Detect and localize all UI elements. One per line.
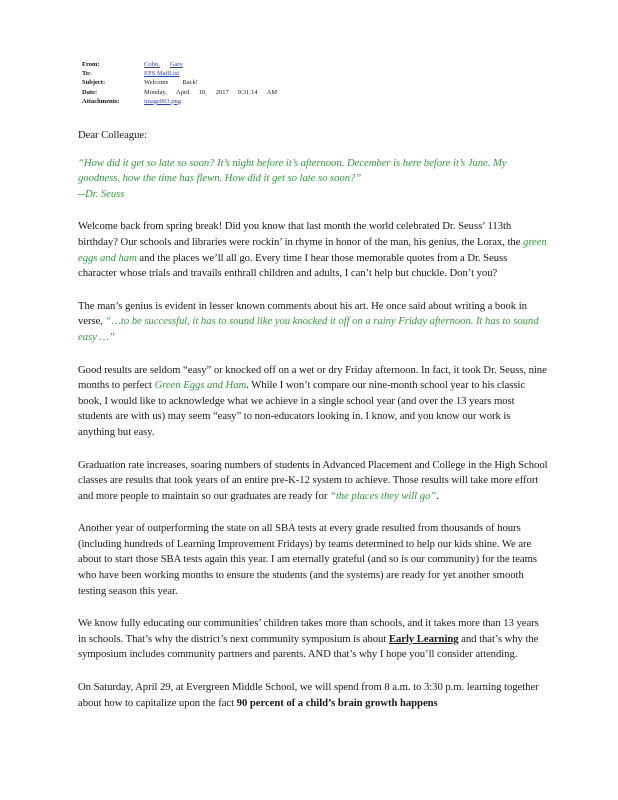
paragraph-results (78, 363, 548, 441)
to-row (82, 69, 342, 78)
subject-label: Subject: (82, 79, 106, 87)
attachments-row (82, 97, 342, 106)
p1-text-b: and the places we’ll all go. Every time I hear those memorable quotes from a Dr. Seuss character whose trials and travails enthrall children and adults, I can’t help but chuckle. Don’t you? (78, 251, 508, 280)
p7-bold-fact: 90 percent of a child’s brain growth happens (236, 696, 438, 709)
date-row (82, 88, 342, 97)
p3-text-a: Good results are seldom “easy” or knocked off on a wet or dry Friday afternoon. In fact, it took Dr. Seuss, nine months to perfect (78, 363, 547, 392)
p3-green-title: Green Eggs and Ham (154, 379, 247, 392)
p4-green-quote: “the places they will go” (329, 489, 437, 502)
paragraph-sba-tests: Another year of outperforming the state on all SBA tests at every grade resulted from thousands of hours (including hundreds of Learning Improvement Fridays) by teams determined to help our kids shine. We are about to start those SBA tests again this year. I am eternally grateful (and so is our community) for the teams who have been working months to ensure the students (and the systems) are ready for yet another smooth testing season this year. (78, 522, 537, 597)
subject-word-1: Welcome (144, 79, 169, 87)
salutation: Dear Colleague: (78, 129, 147, 141)
date-label: Date: (82, 88, 98, 96)
quote-attribution: --Dr. Seuss (78, 187, 125, 200)
p1-green-text: green eggs and ham (78, 235, 547, 264)
seuss-quote (78, 156, 548, 203)
attachments-label: Attachments: (82, 97, 120, 105)
paragraph-symposium (78, 616, 548, 663)
date-year: 2017 (215, 88, 229, 96)
to-link[interactable]: EPS MailList (144, 70, 180, 78)
p2-text-a: The man’s genius is evident in lesser known comments about his art. He once said about writing a book in verse, (78, 299, 527, 328)
p3-text-b: . While I won’t compare our nine-month school year to his classic book, I would like to acknowledge what we achieve in a single school year (and over the 13 years most students are with us) may seem “easy” to non-educators looking in. I know, and you know our work is anything but easy. (78, 379, 526, 438)
p2-green-quote: “…to be successful, it has to sound like you knocked it off on a rainy Friday afternoon. It has to sound easy …” (78, 315, 539, 343)
from-last-name: Gary (169, 61, 183, 68)
date-num: 10, (198, 88, 207, 96)
p6-text-a: We know fully educating our communities’ children takes more than schools, and it takes more than 13 years in schools. That’s why the district’s next community symposium is about (78, 617, 539, 645)
paragraph-genius (78, 299, 548, 346)
p6-early-learning: Early Learning (388, 632, 459, 645)
quote-text: “How did it get so late so soon? It’s night before it’s afternoon. December is here before it’s June. My goodness, how the time has flewn. How did it get so late so soon?” (78, 156, 507, 185)
p7-text-a: On Saturday, April 29, at Evergreen Middle School, we will spend from 8 a.m. to 3:30 p.m. learning together about how to capitalize upon the fact (78, 681, 539, 709)
p4-text-b: . (436, 489, 439, 502)
date-day: Monday, (144, 88, 167, 96)
p4-text-a: Graduation rate increases, soaring numbers of students in Advanced Placement and College in the High School classes are results that took years of an entire pre-K-12 system to achieve. Those results will take more effort and more people to maintain so our graduates are ready for (78, 458, 548, 502)
p1-text-a: Welcome back from spring break! Did you know that last month the world celebrated Dr. Seuss’ 113th birthday? Our schools and libraries were rockin’ in rhyme in honor of the man, his genius, the Lorax, the (78, 220, 524, 248)
from-label: From: (82, 61, 100, 68)
attachment-link[interactable]: image003.png (144, 97, 182, 105)
from-link[interactable] (144, 60, 193, 69)
subject-value (144, 78, 212, 87)
paragraph-welcome (78, 219, 548, 281)
date-time: 9:31:14 (237, 88, 258, 96)
paragraph-graduation (78, 458, 548, 505)
email-body (78, 128, 548, 728)
to-label: To: (82, 70, 92, 78)
from-row (82, 60, 342, 69)
date-value (144, 88, 286, 97)
paragraph-event (78, 680, 548, 711)
date-month: April (175, 88, 190, 96)
email-header (82, 60, 342, 106)
subject-row (82, 78, 342, 87)
from-first-name: Cohn, (144, 61, 160, 68)
subject-word-2: Back! (182, 79, 198, 87)
date-ampm: AM (266, 88, 278, 96)
p6-text-b: and that’s why the symposium includes community partners and parents. AND that’s why I hope you’ll consider attending. (78, 632, 539, 661)
